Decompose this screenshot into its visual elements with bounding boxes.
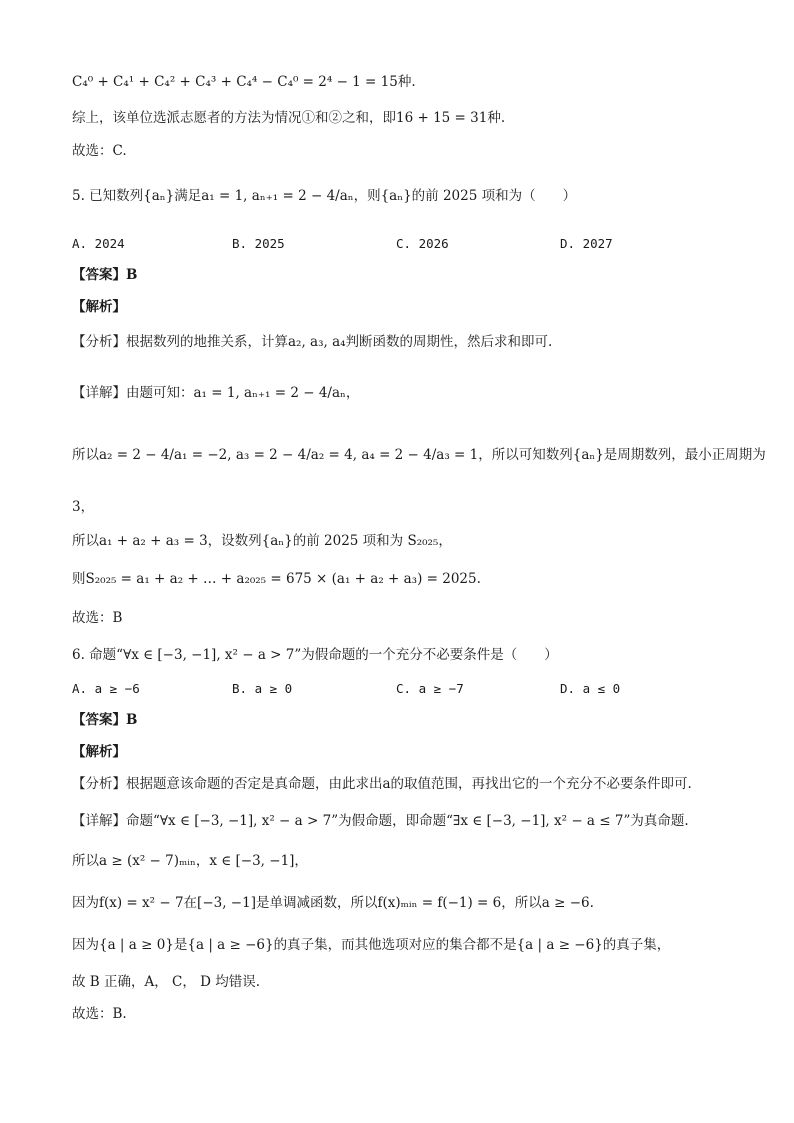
option-c: C. 2026 [396,236,449,251]
analysis-label: 【解析】 [72,299,126,315]
analysis-label: 【解析】 [72,744,126,760]
answer-label: 【答案】B [72,267,138,283]
detail-line: 3， [72,499,95,515]
analysis-summary: 【分析】根据题意该命题的否定是真命题，由此求出a的取值范围，再找出它的一个充分不必要条件即可. [72,776,692,792]
detail-line: 所以a ≥ (x² − 7)ₘᵢₙ，x ∈ [−3, −1]， [72,853,308,869]
detail-line: 则S₂₀₂₅ = a₁ + a₂ + … + a₂₀₂₅ = 675 × (a₁ + a₂ + a₃) = 2025. [72,571,481,587]
detail-line: 因为f(x) = x² − 7在[−3, −1]是单调减函数，所以f(x)ₘᵢₙ = f(−1) = 6，所以a ≥ −6. [72,895,594,911]
detail-line: 故 B 正确，A， C， D 均错误. [72,974,261,990]
option-a: A. 2024 [72,236,125,251]
option-d: D. 2027 [560,236,613,251]
text-line: 综上，该单位选派志愿者的方法为情况①和②之和，即16 + 15 = 31种. [72,110,506,126]
question-5: 5. 已知数列{aₙ}满足a₁ = 1, aₙ₊₁ = 2 − 4/aₙ，则{aₙ}的前 2025 项和为（ ） [72,188,577,204]
detail-line: 因为{a | a ≥ 0}是{a | a ≥ −6}的真子集，而其他选项对应的集合都不是{a | a ≥ −6}的真子集， [72,937,671,953]
option-b: B. a ≥ 0 [232,681,293,696]
text-line: 故选：C. [72,143,127,159]
detail-line: 所以a₂ = 2 − 4/a₁ = −2, a₃ = 2 − 4/a₂ = 4, a₄ = 2 − 4/a₃ = 1，所以可知数列{aₙ}是周期数列，最小正周期为 [72,447,766,463]
detail-line: 故选：B [72,610,123,626]
answer-label: 【答案】B [72,712,138,728]
option-c: C. a ≥ −7 [396,681,464,696]
detail-line: 【详解】由题可知：a₁ = 1, aₙ₊₁ = 2 − 4/aₙ， [72,385,360,401]
option-b: B. 2025 [232,236,285,251]
detail-line: 【详解】命题“∀x ∈ [−3, −1], x² − a > 7”为假命题，即命题“∃x ∈ [−3, −1], x² − a ≤ 7”为真命题. [72,813,689,829]
detail-line: 所以a₁ + a₂ + a₃ = 3，设数列{aₙ}的前 2025 项和为 S₂₀₂₅， [72,533,452,549]
question-6: 6. 命题“∀x ∈ [−3, −1], x² − a > 7”为假命题的一个充分不必要条件是（ ） [72,647,558,663]
option-a: A. a ≥ −6 [72,681,140,696]
detail-line: 故选：B. [72,1006,127,1022]
option-d: D. a ≤ 0 [560,681,621,696]
analysis-summary: 【分析】根据数列的地推关系，计算a₂, a₃, a₄判断函数的周期性，然后求和即可. [72,334,553,350]
text-line: C₄⁰ + C₄¹ + C₄² + C₄³ + C₄⁴ − C₄⁰ = 2⁴ − 1 = 15种. [72,74,416,90]
